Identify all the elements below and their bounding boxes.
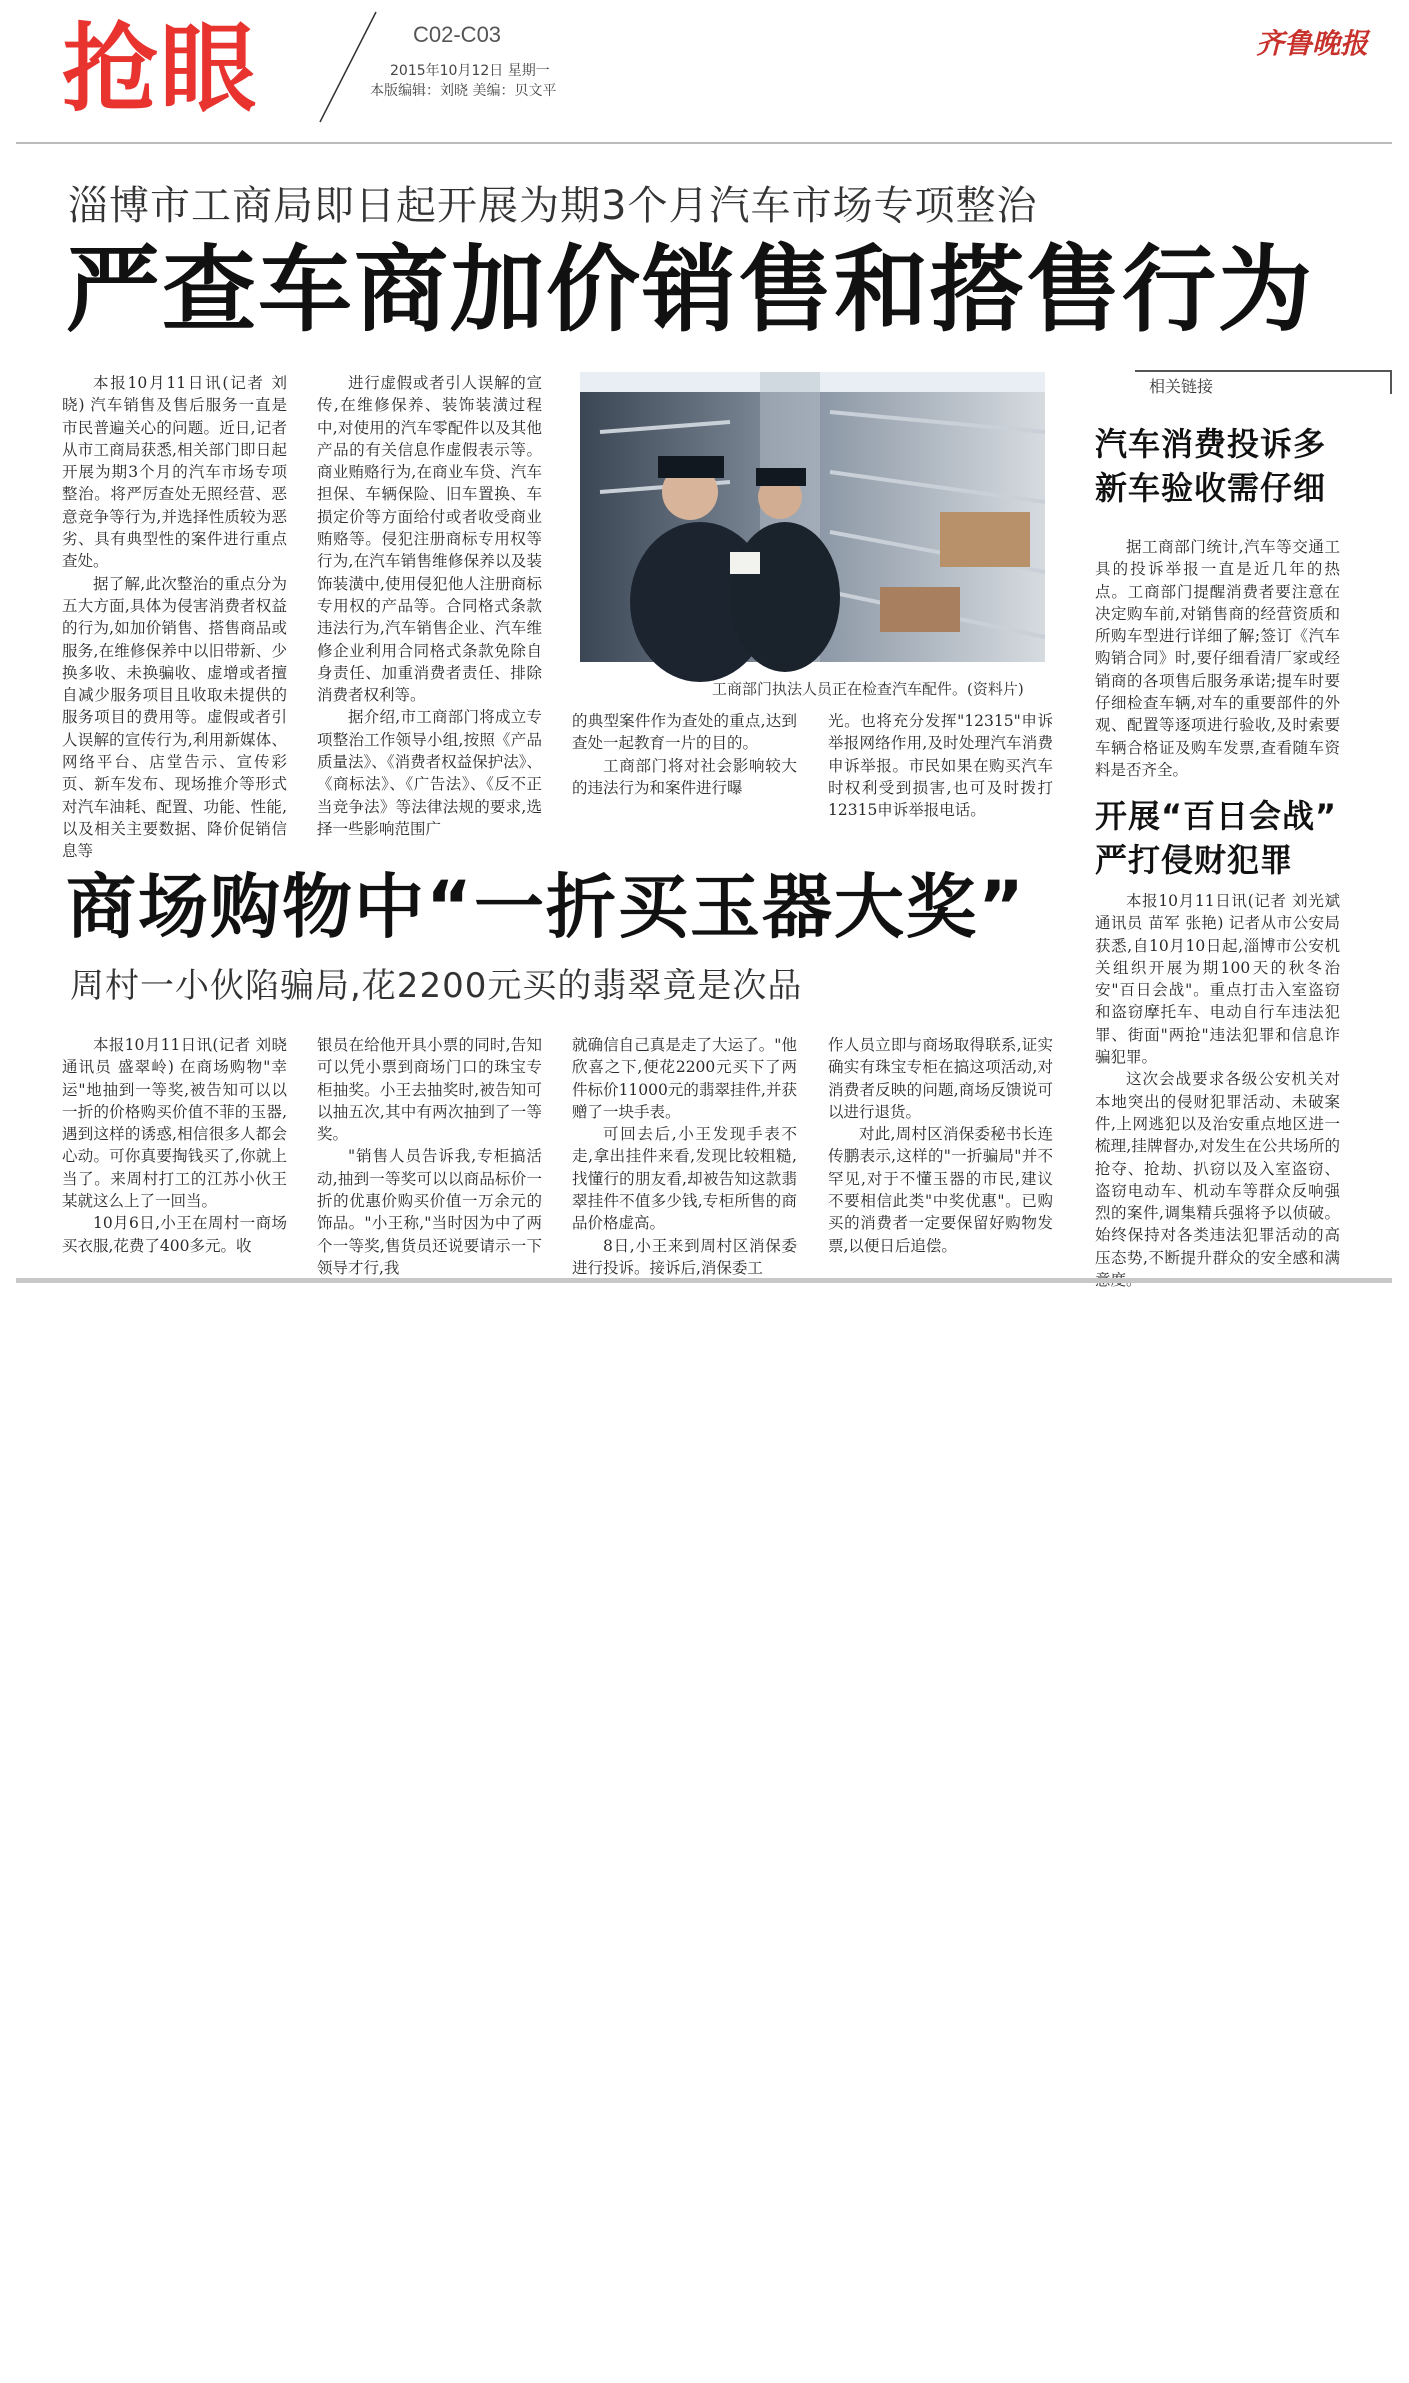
story1-column-1 xyxy=(62,372,287,861)
paragraph: 据工商部门统计,汽车等交通工具的投诉举报一直是近几年的热点。工商部门提醒消费者要注意在决定购车前,对销售商的经营资质和所购车型进行详细了解;签订《汽车购销合同》时,要仔细看清厂家或经销商的各项售后服务承诺;提车时要仔细检查车辆,对车的重要部件的外观、配置等逐项进行验收,及时索要车辆合格证及购车发票,查看随车资料是否齐全。 xyxy=(1095,538,1340,779)
story2-column-3 xyxy=(572,1034,797,1277)
story2-column-4 xyxy=(828,1034,1053,1274)
page-code: C02-C03 xyxy=(413,22,502,47)
paragraph: "销售人员告诉我,专柜搞活动,抽到一等奖可以以商品标价一折的优惠价购买价值一万余元的饰品。"小王称,"当时因为中了两个一等奖,售货员还说要请示一下领导才行,我 xyxy=(317,1147,542,1277)
story2-headline: 商场购物中“一折买玉器大奖” xyxy=(66,866,1027,948)
story2-subhead: 周村一小伙陷骗局,花2200元买的翡翠竟是次品 xyxy=(70,966,803,1006)
story1-column-3 xyxy=(572,710,797,835)
story2-column-2 xyxy=(317,1034,542,1277)
paragraph: 8日,小王来到周村区消保委进行投诉。接诉后,消保委工 xyxy=(572,1236,797,1277)
paragraph: 本报10月11日讯(记者 刘晓) 汽车销售及售后服务一直是市民普遍关心的问题。近日,记者从市工商局获悉,相关部门即日起开展为期3个月的汽车市场专项整治。将严厉查处无照经营、恶意竞争等行为,并选择性质较为恶劣、具有典型性的案件进行重点查处。 xyxy=(62,374,287,571)
inspection-photo-image xyxy=(580,372,1045,662)
sidebar-item1-body xyxy=(1095,536,1340,779)
paragraph: 工商部门将对社会影响较大的违法行为和案件进行曝 xyxy=(572,756,797,797)
paragraph: 作人员立即与商场取得联系,证实确实有珠宝专柜在搞这项活动,对消费者反映的问题,商场反馈说可以进行退货。 xyxy=(828,1036,1053,1121)
headline-line: 开展“百日会战” xyxy=(1095,797,1338,835)
paragraph: 可回去后,小王发现手表不走,拿出挂件来看,发现比较粗糙,找懂行的朋友看,却被告知这款翡翠挂件不值多少钱,专柜所售的商品价格虚高。 xyxy=(572,1125,797,1233)
sidebar-item2-body xyxy=(1095,890,1340,1270)
top-rule xyxy=(16,142,1392,144)
related-links-tab xyxy=(1135,370,1392,394)
paragraph: 进行虚假或者引人误解的宣传,在维修保养、装饰装潢过程中,对使用的汽车零配件以及其他产品的有关信息作虚假表示等。商业贿赂行为,在商业车贷、汽车担保、车辆保险、旧车置换、车损定价等方面给付或者收受商业贿赂等。侵犯注册商标专用权等行为,在汽车销售维修保养以及装饰装潢中,使用侵犯他人注册商标专用权的产品等。合同格式条款违法行为,汽车销售企业、汽车维修企业利用合同格式条款免除自身责任、加重消费者责任、排除消费者权利等。 xyxy=(317,374,542,705)
bottom-rule xyxy=(16,1278,1392,1283)
editor-line: 本版编辑：刘晓 美编：贝文平 xyxy=(370,83,557,99)
paragraph: 银员在给他开具小票的同时,告知可以凭小票到商场门口的珠宝专柜抽奖。小王去抽奖时,被告知可以抽五次,其中有两次抽到了一等奖。 xyxy=(317,1036,542,1144)
photo-caption: 工商部门执法人员正在检查汽车配件。(资料片) xyxy=(712,680,1024,698)
paragraph: 本报10月11日讯(记者 刘光斌 通讯员 苗军 张艳) 记者从市公安局获悉,自10月10日起,淄博市公安机关组织开展为期100天的秋冬治安"百日会战"。重点打击入室盗窃和盗窃摩托车、电动自行车违法犯罪、街面"两抢"违法犯罪和信息诈骗犯罪。 xyxy=(1095,892,1340,1067)
headline-line: 严打侵财犯罪 xyxy=(1095,841,1294,879)
sidebar-item2-headline xyxy=(1095,794,1337,882)
paragraph: 这次会战要求各级公安机关对本地突出的侵财犯罪活动、未破案件,上网逃犯以及治安重点地区进一梳理,挂牌督办,对发生在公共场所的抢夺、抢劫、扒窃以及入室盗窃、盗窃电动车、机动车等群众反响强烈的案件,调集精兵强将予以侦破。始终保持对各类违法犯罪活动的高压态势,不断提升群众的安全感和满 xyxy=(1095,1070,1340,1267)
related-links-label: 相关链接 xyxy=(1149,377,1214,396)
inspection-photo xyxy=(580,372,1045,662)
paragraph: 就确信自己真是走了大运了。"他欣喜之下,便花2200元买下了两件标价11000元的翡翠挂件,并获赠了一块手表。 xyxy=(572,1036,797,1121)
paragraph: 10月6日,小王在周村一商场买衣服,花费了400多元。收 xyxy=(62,1214,287,1255)
headline-line: 新车验收需仔细 xyxy=(1095,469,1327,507)
paragraph: 光。也将充分发挥"12315"申诉举报网络作用,及时处理汽车消费申诉举报。市民如果在购买汽车时权利受到损害,也可及时拨打12315申诉举报电话。 xyxy=(828,712,1053,820)
story1-column-4 xyxy=(828,710,1053,835)
story1-column-2 xyxy=(317,372,542,838)
paragraph: 的典型案件作为查处的重点,达到查处一起教育一片的目的。 xyxy=(572,712,797,753)
paragraph: 据介绍,市工商部门将成立专项整治工作领导小组,按照《产品质量法》、《消费者权益保护法》、《商标法》、《广告法》、《反不正当竞争法》等法律法规的要求,选择一些影响范围广 xyxy=(317,708,542,838)
headline-line: 汽车消费投诉多 xyxy=(1095,425,1327,463)
paragraph: 对此,周村区消保委秘书长连传鹏表示,这样的"一折骗局"并不罕见,对于不懂玉器的市民,建议不要相信此类"中奖优惠"。已购买的消费者一定要保留好购物发票,以便日后追偿。 xyxy=(828,1125,1053,1255)
story1-kicker: 淄博市工商局即日起开展为期3个月汽车市场专项整治 xyxy=(68,183,1038,229)
date-line: 2015年10月12日 星期一 xyxy=(390,63,550,79)
paragraph: 本报10月11日讯(记者 刘晓 通讯员 盛翠岭) 在商场购物"幸运"地抽到一等奖,被告知可以以一折的价格购买价值不菲的玉器,遇到这样的诱惑,相信很多人都会心动。可你真要掏钱买了,你就上当了。来周村打工的江苏小伙王某就这么上了一回当。 xyxy=(62,1036,287,1211)
paper-logo: 齐鲁晚报 xyxy=(1256,27,1369,60)
sidebar-item1-headline xyxy=(1095,422,1326,510)
story2-column-1 xyxy=(62,1034,287,1274)
section-title: 抢眼 xyxy=(62,13,258,125)
story1-headline: 严查车商加价销售和搭售行为 xyxy=(66,236,1315,345)
masthead-divider xyxy=(318,12,378,122)
paragraph: 据了解,此次整治的重点分为五大方面,具体为侵害消费者权益的行为,如加价销售、搭售商品或服务,在维修保养中以旧带新、少换多收、未换骗收、虚增或者擅自减少服务项目且收取未提供的服务项目的费用等。虚假或者引人误解的宣传行为,利用新媒体、网络平台、店堂告示、宣传彩页、新车发布、现场推介等形式对汽车油耗、配置、功能、性能,以及相关主要数据、降价促销信息等 xyxy=(62,574,287,861)
